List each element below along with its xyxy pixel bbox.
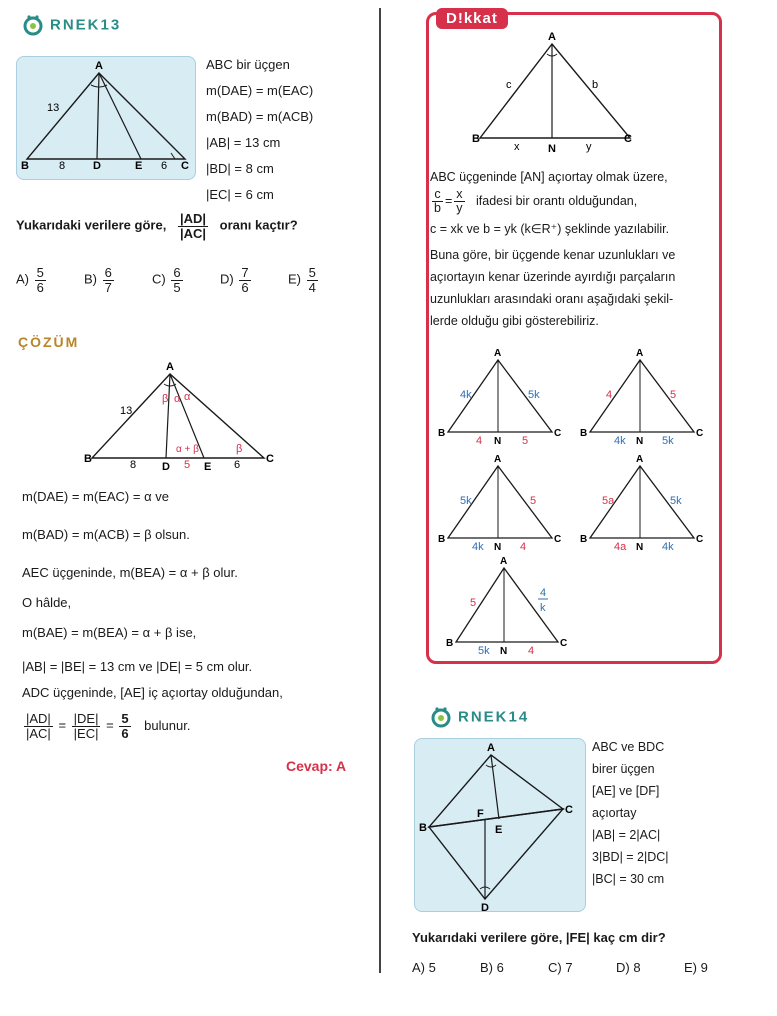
given-line: 3|BD| = 2|DC| [592, 850, 669, 864]
svg-text:13: 13 [47, 102, 60, 114]
svg-text:k: k [540, 602, 546, 614]
option-d[interactable]: D) 8 [616, 960, 641, 975]
example-14-figure [414, 738, 586, 912]
svg-text:N: N [636, 542, 644, 552]
solution-figure [84, 358, 284, 479]
svg-text:5: 5 [530, 495, 537, 507]
svg-text:5k: 5k [478, 645, 490, 657]
example-13-given [206, 52, 313, 208]
svg-text:4: 4 [528, 645, 535, 657]
svg-text:α: α [174, 393, 181, 405]
svg-text:6: 6 [234, 459, 241, 471]
svg-text:C: C [696, 428, 704, 439]
example-13-heading [22, 14, 121, 36]
given-line: m(DAE) = m(EAC) [206, 83, 314, 98]
svg-text:A: A [500, 556, 508, 567]
solution-line: m(BAD) = m(ACB) = β olsun. [22, 527, 190, 542]
example-14-given [592, 736, 669, 890]
svg-text:B: B [438, 534, 446, 545]
svg-text:C: C [560, 638, 568, 649]
solution-final: $\frac{|AD|}{|AC|}$ = $\frac{|DE|}{|EC|}$ = $\frac{5}{6}$ bulunur. [26, 711, 191, 741]
svg-text:B: B [472, 133, 480, 145]
solution-heading: ÇÖZÜM [18, 334, 80, 350]
svg-text:A: A [494, 454, 502, 465]
option-c[interactable]: C) $\frac{6}{5}$ [152, 265, 181, 295]
column-divider [379, 8, 381, 973]
given-line: |BD| = 8 cm [206, 161, 274, 176]
given-line: |BC| = 30 cm [592, 872, 665, 886]
svg-text:5: 5 [670, 389, 677, 401]
svg-text:A: A [95, 60, 103, 72]
dikkat-line: Buna göre, bir üçgende kenar uzunlukları ve [430, 248, 676, 262]
dikkat-line: lerde olduğu gibi gösterebiliriz. [430, 314, 599, 328]
svg-text:D: D [481, 902, 489, 913]
svg-text:4k: 4k [662, 541, 674, 552]
svg-text:8: 8 [130, 459, 137, 471]
svg-text:y: y [586, 141, 592, 153]
option-c[interactable]: C) 7 [548, 960, 573, 975]
svg-text:4: 4 [606, 389, 613, 401]
option-e[interactable]: E) $\frac{5}{4}$ [288, 265, 316, 295]
dikkat-line: $\frac{c}{b}$ = $\frac{x}{y}$ ifadesi bir orantı olduğundan, [434, 187, 638, 216]
svg-text:4k: 4k [472, 541, 484, 552]
svg-text:B: B [21, 160, 29, 172]
option-a[interactable]: A) $\frac{5}{6}$ [16, 265, 44, 295]
svg-text:β: β [162, 393, 169, 405]
svg-text:C: C [554, 428, 562, 439]
svg-text:5: 5 [522, 435, 529, 446]
svg-text:N: N [636, 436, 644, 446]
given-line: açıortay [592, 806, 637, 820]
ornek-logo-icon [22, 14, 50, 36]
solution-line: AEC üçgeninde, m(BEA) = α + β olur. [22, 565, 238, 580]
svg-text:E: E [495, 824, 503, 836]
svg-text:4: 4 [540, 587, 547, 599]
dikkat-triangle-3 [436, 452, 568, 555]
svg-text:N: N [494, 436, 502, 446]
svg-text:B: B [419, 822, 427, 834]
svg-text:5: 5 [184, 459, 191, 471]
svg-text:B: B [580, 534, 588, 545]
svg-text:A: A [548, 31, 556, 43]
dikkat-top-figure [470, 28, 640, 161]
example-14-heading-text: RNEK14 [458, 708, 530, 726]
given-line: m(BAD) = m(ACB) [206, 109, 314, 124]
example-14-question: Yukarıdaki verilere göre, |FE| kaç cm dir? [412, 930, 666, 945]
svg-text:D: D [93, 160, 101, 172]
solution-line: ADC üçgeninde, [AE] iç açıortay olduğundan, [22, 685, 283, 700]
dikkat-tab: D!kkat [436, 8, 508, 29]
svg-text:A: A [636, 454, 644, 465]
dikkat-line: c = xk ve b = yk (k∈R⁺) şeklinde yazılabilir. [430, 222, 670, 236]
option-e[interactable]: E) 9 [684, 960, 708, 975]
svg-text:E: E [135, 160, 143, 172]
given-line: ABC bir üçgen [206, 57, 290, 72]
svg-text:B: B [446, 638, 454, 649]
svg-text:A: A [636, 348, 644, 359]
svg-text:6: 6 [161, 160, 168, 172]
solution-line: |AB| = |BE| = 13 cm ve |DE| = 5 cm olur. [22, 659, 253, 674]
ornek-logo-icon [430, 706, 458, 728]
solution-line: O hâlde, [22, 595, 72, 610]
dikkat-line: ABC üçgeninde [AN] açıortay olmak üzere, [430, 170, 668, 184]
given-line: [AE] ve [DF] [592, 784, 660, 798]
dikkat-triangle-5 [446, 554, 578, 661]
given-line: ABC ve BDC [592, 740, 665, 754]
svg-text:β: β [236, 443, 243, 455]
ratio-fraction: $\frac{|AD|}{|AC|}$ [179, 211, 206, 241]
svg-text:4a: 4a [614, 541, 627, 552]
example-13-question: Yukarıdaki verilere göre, $\frac{|AD|}{|AC|}$ oranı kaçtır? [16, 211, 298, 241]
svg-text:8: 8 [59, 160, 66, 172]
given-line: |AB| = 13 cm [206, 135, 281, 150]
given-line: |EC| = 6 cm [206, 187, 274, 202]
svg-text:4: 4 [520, 541, 527, 552]
given-line: |AB| = 2|AC| [592, 828, 661, 842]
svg-text:b: b [592, 79, 599, 91]
svg-text:B: B [580, 428, 588, 439]
svg-text:α: α [184, 391, 191, 403]
solution-line: m(DAE) = m(EAC) = α ve [22, 489, 169, 504]
svg-text:N: N [494, 542, 502, 552]
svg-text:C: C [565, 804, 573, 816]
svg-text:C: C [554, 534, 562, 545]
svg-text:B: B [438, 428, 446, 439]
svg-text:5a: 5a [602, 495, 615, 507]
option-b[interactable]: B) 6 [480, 960, 504, 975]
solution-text [22, 488, 283, 712]
example-13-figure [16, 56, 196, 180]
option-d[interactable]: D) $\frac{7}{6}$ [220, 265, 249, 295]
svg-text:x: x [514, 141, 520, 153]
svg-text:C: C [624, 133, 632, 145]
svg-text:13: 13 [120, 405, 133, 417]
svg-text:5k: 5k [670, 495, 682, 507]
svg-text:5k: 5k [528, 389, 540, 401]
example-14-heading [430, 706, 529, 728]
svg-text:N: N [548, 143, 556, 155]
solution-line: m(BAE) = m(BEA) = α + β ise, [22, 625, 197, 640]
svg-text:4k: 4k [460, 389, 472, 401]
dikkat-line: uzunlukları arasındaki oranı aşağıdaki şekil- [430, 292, 674, 306]
svg-text:C: C [266, 453, 274, 465]
svg-text:E: E [204, 461, 212, 473]
svg-text:D: D [162, 461, 170, 473]
svg-text:4: 4 [476, 435, 483, 446]
dikkat-text [430, 166, 675, 332]
svg-text:C: C [181, 160, 189, 172]
svg-text:A: A [494, 348, 502, 359]
svg-text:5k: 5k [662, 435, 674, 446]
option-a[interactable]: A) 5 [412, 960, 436, 975]
svg-text:A: A [487, 742, 495, 754]
svg-text:5: 5 [470, 597, 477, 609]
example-13-heading-text: RNEK13 [50, 16, 122, 34]
svg-text:4k: 4k [614, 435, 626, 446]
svg-text:A: A [166, 361, 174, 373]
svg-text:F: F [477, 808, 484, 820]
svg-text:α + β: α + β [176, 444, 199, 455]
svg-text:N: N [500, 646, 508, 657]
option-b[interactable]: B) $\frac{6}{7}$ [84, 265, 112, 295]
dikkat-triangle-2 [578, 346, 710, 449]
dikkat-line: açıortayın kenar üzerinde ayırdığı parçaların [430, 270, 676, 284]
given-line: birer üçgen [592, 762, 655, 776]
answer-label: Cevap: A [286, 758, 347, 774]
svg-text:C: C [696, 534, 704, 545]
dikkat-triangle-1 [436, 346, 568, 449]
svg-text:B: B [84, 453, 92, 465]
svg-text:5k: 5k [460, 495, 472, 507]
svg-text:c: c [506, 79, 512, 91]
dikkat-triangle-4 [578, 452, 710, 555]
